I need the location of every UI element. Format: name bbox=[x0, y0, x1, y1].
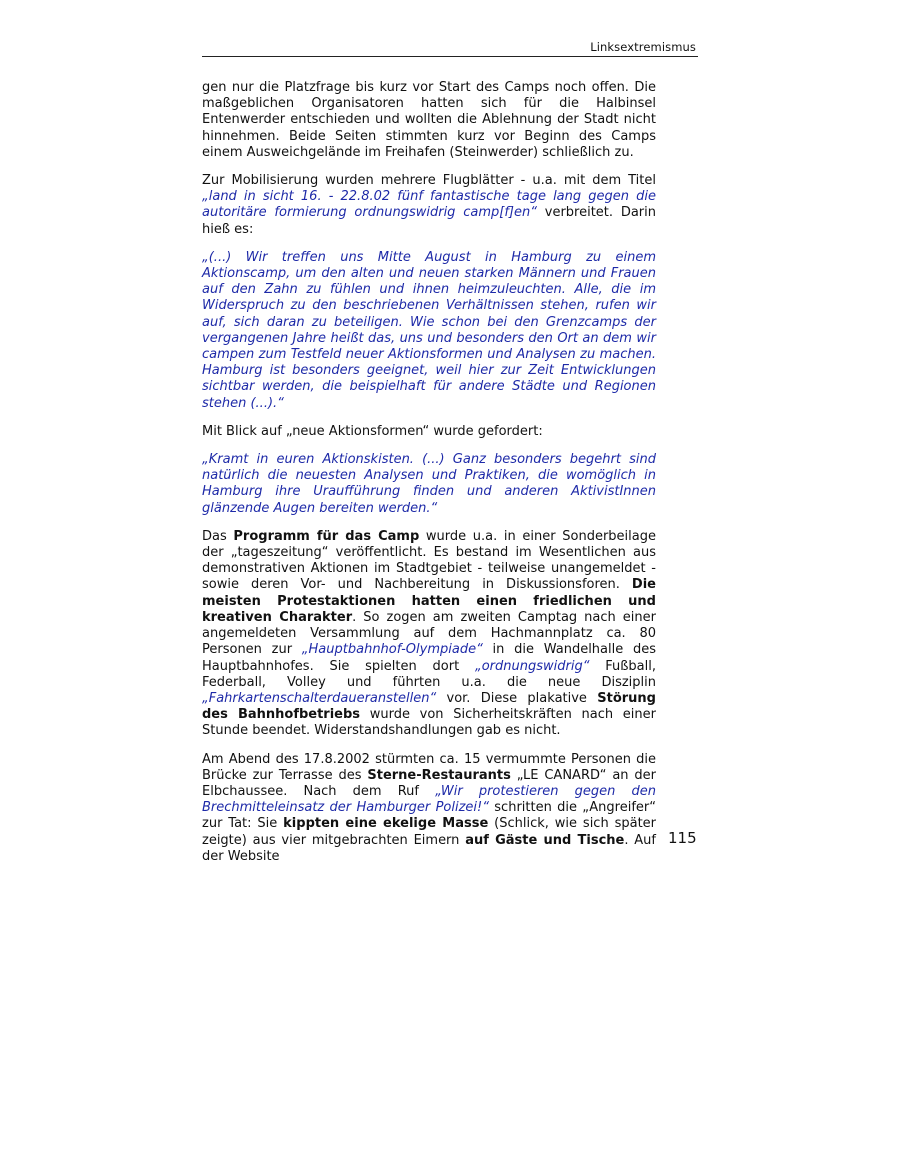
text-span: . So zogen am zweiten Camptag nach einer angemeldeten Versammlung auf dem Hachmannplatz ca. 80 Personen zur bbox=[202, 609, 656, 658]
bold-text: Die meisten Protestaktionen hatten einen friedlichen und kreativen Charakter bbox=[202, 577, 656, 625]
paragraph-3: Mit Blick auf „neue Aktionsformen“ wurde gefordert: bbox=[202, 423, 543, 439]
text-span: wurde u.a. in einer Sonderbeilage der „tageszeitung“ veröffentlicht. Es bestand im Wesentlichen aus demonstrativen Aktionen im Stadtgebiet - teilweise unangemeldet - sowie deren Vor- und Nachbereitung in Diskussionsforen. bbox=[202, 528, 656, 593]
bold-text: kippten eine ekelige Masse bbox=[283, 816, 489, 832]
quoted-term: „Fahrkartenschalterdaueranstellen“ bbox=[202, 690, 437, 706]
text-span: wurde von Sicherheitskräften nach einer Stunde beendet. Widerstandshandlungen gab es nicht. bbox=[202, 707, 656, 739]
paragraph-1: gen nur die Platzfrage bis kurz vor Start des Camps noch offen. Die maßgeblichen Organisatoren hatten sich für die Halbinsel Entenwerder entschieden und wollten die Ablehnung der Stadt nicht hinnehmen. Beide Seiten stimmten kurz vor Beginn des Camps einem Ausweichgelände im Freihafen (Steinwerder) schließlich zu. bbox=[202, 80, 656, 160]
running-title: Linksextremismus bbox=[590, 40, 696, 54]
paragraph-5 bbox=[202, 752, 656, 865]
text-span: . Auf der Website bbox=[202, 832, 656, 864]
bold-text: Sterne-Restaurants bbox=[367, 767, 511, 783]
paragraph-4 bbox=[202, 529, 656, 740]
text-span: in die Wandelhalle des Hauptbahnhofes. Sie spielten dort bbox=[202, 642, 656, 674]
running-header bbox=[202, 38, 698, 57]
bold-text: auf Gäste und Tische bbox=[465, 832, 625, 848]
quoted-term: „ordnungswidrig“ bbox=[474, 658, 590, 674]
bold-text: Programm für das Camp bbox=[233, 528, 420, 544]
text-span: Fußball, Federball, Volley und führten u.a. die neue Disziplin bbox=[202, 658, 656, 690]
text-span: Das bbox=[202, 528, 234, 544]
text-span: schritten die „Angreifer“ zur Tat: Sie bbox=[202, 800, 656, 832]
quote-block-2: „Kramt in euren Aktionskisten. (...) Ganz besonders begehrt sind natürlich die neuesten Analysen und Praktiken, die womöglich in Hamburg ihre Uraufführung finden und anderen AktivistInnen glänzende Augen bereiten werden.“ bbox=[202, 452, 656, 516]
page-body bbox=[202, 80, 656, 877]
page-number: 115 bbox=[668, 829, 697, 847]
paragraph-2 bbox=[202, 173, 656, 238]
text-span: Zur Mobilisierung wurden mehrere Flugblätter - u.a. mit dem Titel bbox=[202, 173, 656, 189]
bold-text: Störung des Bahnhofbetriebs bbox=[202, 690, 656, 723]
text-span: vor. Diese plakative bbox=[436, 690, 598, 706]
text-span: verbreitet. Darin hieß es: bbox=[202, 205, 656, 237]
quoted-term: „Hauptbahnhof-Olympiade“ bbox=[301, 642, 483, 658]
text-span: (Schlick, wie sich später zeigte) aus vier mitgebrachten Eimern bbox=[202, 816, 657, 848]
quote-block-1: „(...) Wir treffen uns Mitte August in Hamburg zu einem Aktionscamp, um den alten und neuen starken Männern und Frauen auf den Zahn zu fühlen und ihnen heimzuleuchten. Alle, die im Widerspruch zu den beschriebenen Verhältnissen stehen, rufen wir auf, sich daran zu beteiligen. Wie schon bei den Grenzcamps der vergangenen Jahre heißt das, uns und besonders den Ort an dem wir campen zum Testfeld neuer Aktionsformen und Analysen zu machen. Hamburg ist besonders geeignet, weil hier zur Zeit Entwicklungen sichtbar werden, die beispielhaft für andere Städte und Regionen stehen (...).“ bbox=[202, 249, 656, 411]
text-span: „LE CANARD“ an der Elbchaussee. Nach dem Ruf bbox=[202, 767, 656, 799]
flyer-title: „land in sicht 16. - 22.8.02 fünf fantastische tage lang gegen die autoritäre formierung ordnungswidrig camp[f]en“ bbox=[202, 189, 656, 221]
quoted-term: „Wir protestieren gegen den Brechmitteleinsatz der Hamburger Polizei!“ bbox=[202, 783, 656, 816]
text-span: Am Abend des 17.8.2002 stürmten ca. 15 vermummte Personen die Brücke zur Terrasse des bbox=[202, 751, 656, 783]
